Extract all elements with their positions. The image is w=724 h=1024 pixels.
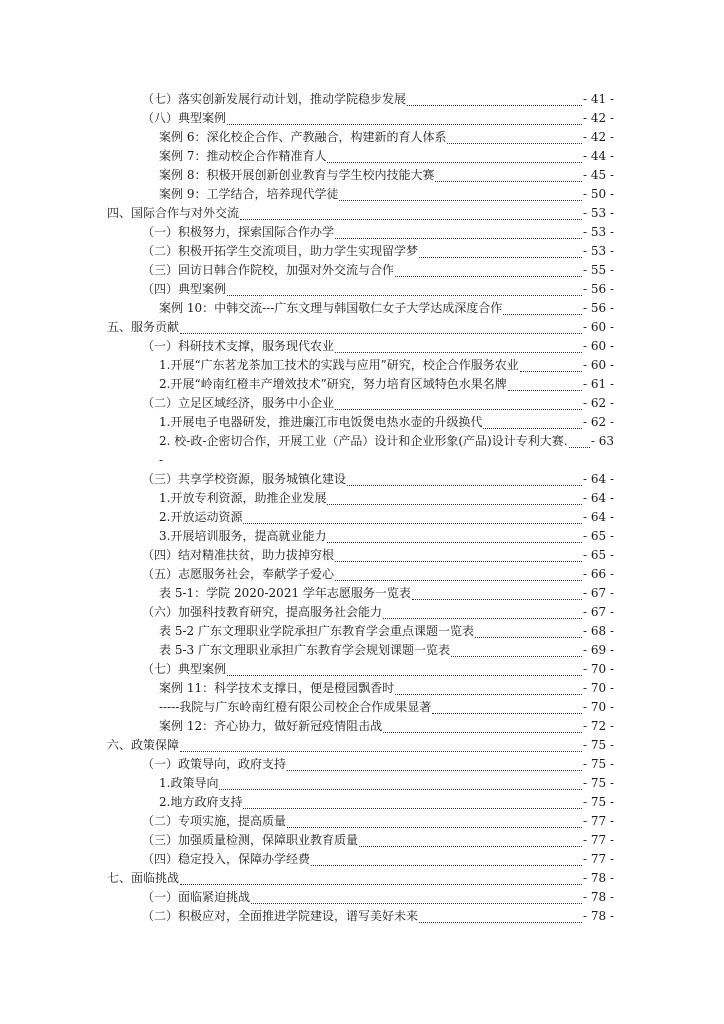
dot-leader <box>335 549 582 562</box>
dot-leader <box>569 435 590 448</box>
toc-entry-title: 2.开放运动资源 <box>159 510 243 524</box>
dot-leader <box>435 169 582 182</box>
toc-entry-title: （二）立足区域经济，服务中小企业 <box>142 396 335 410</box>
dot-leader <box>251 891 582 904</box>
dot-leader <box>339 188 582 201</box>
dot-leader <box>432 701 582 714</box>
dot-leader <box>508 378 582 391</box>
toc-entry-title: 1.政策导向 <box>159 776 219 790</box>
toc-entry[interactable] <box>142 565 614 584</box>
toc-entry-title: 3.开展培训服务，提高就业能力 <box>159 529 327 543</box>
dot-leader <box>335 340 582 353</box>
toc-entry[interactable] <box>142 546 614 565</box>
toc-entry[interactable] <box>107 736 614 755</box>
toc-page-number: - 60 - <box>582 320 614 334</box>
dot-leader <box>327 492 582 505</box>
toc-entry-title: 案例 7：推动校企合作精准育人 <box>159 149 327 163</box>
dot-leader <box>451 644 582 657</box>
toc-entry[interactable] <box>159 508 614 527</box>
dot-leader <box>180 739 582 752</box>
dot-leader <box>359 834 582 847</box>
dot-leader <box>327 150 582 163</box>
toc-page-number: - 50 - <box>582 187 614 201</box>
dot-leader <box>447 131 582 144</box>
toc-entry-title: （三）回访日韩合作院校，加强对外交流与合作 <box>142 263 395 277</box>
toc-entry-title: （一）政策导向，政府支持 <box>142 757 287 771</box>
toc-entry-title: 案例 10：中韩交流---广东文理与韩国敬仁女子大学达成深度合作 <box>159 301 503 315</box>
toc-page-number: - 53 - <box>582 225 614 239</box>
toc-entry[interactable] <box>142 394 614 413</box>
dot-leader <box>180 872 582 885</box>
toc-page-number: - 56 - <box>582 282 614 296</box>
toc-entry[interactable] <box>159 147 614 166</box>
toc-entry-title: （二）积极开拓学生交流项目，助力学生实现留学梦 <box>142 244 419 258</box>
toc-entry[interactable] <box>159 375 614 394</box>
toc-entry[interactable] <box>107 204 614 223</box>
dot-leader <box>311 853 582 866</box>
dot-leader <box>335 568 582 581</box>
toc-page-number: - 67 - <box>582 605 614 619</box>
dot-leader <box>327 530 582 543</box>
toc-entry[interactable] <box>142 223 614 242</box>
toc-page-number: - 75 - <box>582 738 614 752</box>
toc-entry[interactable] <box>159 774 614 793</box>
toc-page-number: - 42 - <box>582 130 614 144</box>
toc-entry[interactable] <box>159 698 614 717</box>
toc-entry-title: （七）落实创新发展行动计划，推动学院稳步发展 <box>142 92 407 106</box>
toc-page-number: - 72 - <box>582 719 614 733</box>
toc-entry-title: 五、服务贡献 <box>107 320 180 334</box>
toc-entry-title: 2.开展“岭南红橙丰产增效技术”研究，努力培育区域特色水果名牌 <box>159 377 507 391</box>
toc-page-number: - 77 - <box>582 814 614 828</box>
toc-entry[interactable] <box>159 432 614 451</box>
toc-entry[interactable] <box>159 793 614 812</box>
toc-entry-title: 2. 校-政-企密切合作，开展工业（产品）设计和企业形象(产品)设计专利大赛. <box>159 434 568 448</box>
toc-entry[interactable] <box>159 128 614 147</box>
toc-entry-title: 四、国际合作与对外交流 <box>107 206 240 220</box>
toc-page-number: - 78 - <box>582 890 614 904</box>
toc-entry-title: （八）典型案例 <box>142 111 227 125</box>
toc-page-number: - 75 - <box>582 776 614 790</box>
toc-entry[interactable] <box>159 717 614 736</box>
toc-page-number: - 60 - <box>582 358 614 372</box>
toc-page-number: - 78 - <box>582 871 614 885</box>
toc-entry[interactable] <box>142 907 614 926</box>
toc-entry[interactable] <box>107 869 614 888</box>
toc-entry-title: 案例 11：科学技术支撑日，便是橙园飘香时 <box>159 681 395 695</box>
dot-leader <box>227 283 582 296</box>
toc-entry[interactable] <box>159 527 614 546</box>
toc-entry-title: （四）稳定投入，保障办学经费 <box>142 852 311 866</box>
dot-leader <box>419 245 582 258</box>
toc-page-number: - 42 - <box>582 111 614 125</box>
toc-page-number: - 67 - <box>582 586 614 600</box>
toc-entry-title: （二）专项实施，提高质量 <box>142 814 287 828</box>
toc-entry-title: 2.地方政府支持 <box>159 795 243 809</box>
toc-page-number: - 44 - <box>582 149 614 163</box>
toc-page-number: - 63 <box>590 434 614 448</box>
dot-leader <box>483 416 582 429</box>
toc-entry-title: 案例 8：积极开展创新创业教育与学生校内技能大赛 <box>159 168 435 182</box>
toc-page-number: - 64 - <box>582 472 614 486</box>
toc-entry-title: 1.开展电子电器研发，推进廉江市电饭煲电热水壶的升级换代 <box>159 415 483 429</box>
toc-entry-title: -----我院与广东岭南红橙有限公司校企合作成果显著 <box>159 700 432 714</box>
toc-entry[interactable] <box>159 185 614 204</box>
toc-entry-title: （五）志愿服务社会，奉献学子爱心 <box>142 567 335 581</box>
toc-entry[interactable] <box>142 888 614 907</box>
dot-leader <box>383 606 582 619</box>
toc-page-number: - 41 - <box>582 92 614 106</box>
dot-leader <box>395 264 582 277</box>
dot-leader <box>287 758 582 771</box>
toc-entry-title: （六）加强科技教育研究，提高服务社会能力 <box>142 605 383 619</box>
toc-entry-title: 七、面临挑战 <box>107 871 180 885</box>
toc-entry[interactable] <box>107 318 614 337</box>
toc-entry-title: （一）积极努力，探索国际合作办学 <box>142 225 335 239</box>
toc-entry-title: 案例 9：工学结合，培养现代学徒 <box>159 187 339 201</box>
toc-entry-title: 案例 6：深化校企合作、产教融合，构建新的育人体系 <box>159 130 447 144</box>
toc-entry-title: （一）面临紧迫挑战 <box>142 890 251 904</box>
toc-page-number: - 45 - <box>582 168 614 182</box>
dot-leader <box>240 207 582 220</box>
toc-page-number: - 75 - <box>582 757 614 771</box>
toc-entry[interactable] <box>159 356 614 375</box>
dot-leader <box>219 777 582 790</box>
toc-page-number: - 62 - <box>582 415 614 429</box>
toc-entry[interactable] <box>142 470 614 489</box>
dot-leader <box>503 302 582 315</box>
toc-entry[interactable] <box>142 280 614 299</box>
toc-page-number: - 66 - <box>582 567 614 581</box>
toc-entry[interactable] <box>159 413 614 432</box>
toc-entry[interactable] <box>142 242 614 261</box>
toc-entry[interactable] <box>142 337 614 356</box>
toc-entry[interactable] <box>159 166 614 185</box>
toc-entry-title: 表 5-2 广东文理职业学院承担广东教育学会重点课题一览表 <box>159 624 474 638</box>
toc-entry-title: 六、政策保障 <box>107 738 180 752</box>
dot-leader <box>227 663 582 676</box>
dot-leader <box>243 511 582 524</box>
toc-page-number: - 65 - <box>582 548 614 562</box>
toc-entry-title: 表 5-1：学院 2020-2021 学年志愿服务一览表 <box>159 586 411 600</box>
toc-entry-title: 案例 12：齐心协力，做好新冠疫情阻击战 <box>159 719 383 733</box>
toc-entry[interactable] <box>159 489 614 508</box>
toc-entry-title: （一）科研技术支撑，服务现代农业 <box>142 339 335 353</box>
toc-page-number: - 65 - <box>582 529 614 543</box>
dot-leader <box>407 93 582 106</box>
toc-page-number: - 56 - <box>582 301 614 315</box>
toc-page-number: - 60 - <box>582 339 614 353</box>
toc-page-number: - 77 - <box>582 852 614 866</box>
toc-entry[interactable] <box>159 622 614 641</box>
toc-entry[interactable] <box>159 641 614 660</box>
toc-entry-title: （四）结对精准扶贫，助力拔掉穷根 <box>142 548 335 562</box>
dot-leader <box>227 112 582 125</box>
toc-entry[interactable] <box>159 584 614 603</box>
toc-page-number: - 62 - <box>582 396 614 410</box>
toc-continuation: - <box>159 453 164 467</box>
toc-entry[interactable] <box>159 679 614 698</box>
dot-leader <box>383 720 582 733</box>
dot-leader <box>287 815 582 828</box>
dot-leader <box>520 359 582 372</box>
toc-entry-title: 表 5-3 广东文理职业承担广东教育学会规划课题一览表 <box>159 643 450 657</box>
toc-entry-title: （四）典型案例 <box>142 282 227 296</box>
toc-entry-title: （三）共享学校资源，服务城镇化建设 <box>142 472 347 486</box>
dot-leader <box>180 321 582 334</box>
toc-entry[interactable] <box>142 261 614 280</box>
toc-entry[interactable] <box>142 850 614 869</box>
toc-page-number: - 75 - <box>582 795 614 809</box>
toc-entry-title: （七）典型案例 <box>142 662 227 676</box>
toc-page-number: - 70 - <box>582 662 614 676</box>
dot-leader <box>395 682 582 695</box>
toc-entry[interactable] <box>142 90 614 109</box>
toc-entry[interactable] <box>159 299 614 318</box>
toc-entry[interactable] <box>142 109 614 128</box>
toc-entry[interactable] <box>142 755 614 774</box>
toc-page-number: - 77 - <box>582 833 614 847</box>
toc-entry[interactable] <box>142 812 614 831</box>
dot-leader <box>412 587 582 600</box>
toc-page-number: - 64 - <box>582 491 614 505</box>
toc-entry[interactable] <box>142 660 614 679</box>
toc-page-number: - 70 - <box>582 700 614 714</box>
toc-entry[interactable] <box>142 603 614 622</box>
toc-page-number: - 78 - <box>582 909 614 923</box>
toc-entry-title: （三）加强质量检测，保障职业教育质量 <box>142 833 359 847</box>
toc-page-number: - 64 - <box>582 510 614 524</box>
toc-entry-title: 1.开展“广东茗龙茶加工技术的实践与应用”研究，校企合作服务农业 <box>159 358 519 372</box>
toc-entry-title: （二）积极应对，全面推进学院建设，谱写美好未来 <box>142 909 419 923</box>
dot-leader <box>335 226 582 239</box>
toc-page-number: - 70 - <box>582 681 614 695</box>
dot-leader <box>475 625 582 638</box>
toc-entry-title: 1.开放专利资源，助推企业发展 <box>159 491 327 505</box>
toc-page-number: - 53 - <box>582 244 614 258</box>
toc-entry[interactable] <box>142 831 614 850</box>
dot-leader <box>347 473 582 486</box>
dot-leader <box>419 910 582 923</box>
toc-page-number: - 68 - <box>582 624 614 638</box>
toc-page-number: - 61 - <box>582 377 614 391</box>
toc-page-number: - 53 - <box>582 206 614 220</box>
dot-leader <box>243 796 582 809</box>
dot-leader <box>335 397 582 410</box>
toc-page-number: - 69 - <box>582 643 614 657</box>
toc-page-number: - 55 - <box>582 263 614 277</box>
